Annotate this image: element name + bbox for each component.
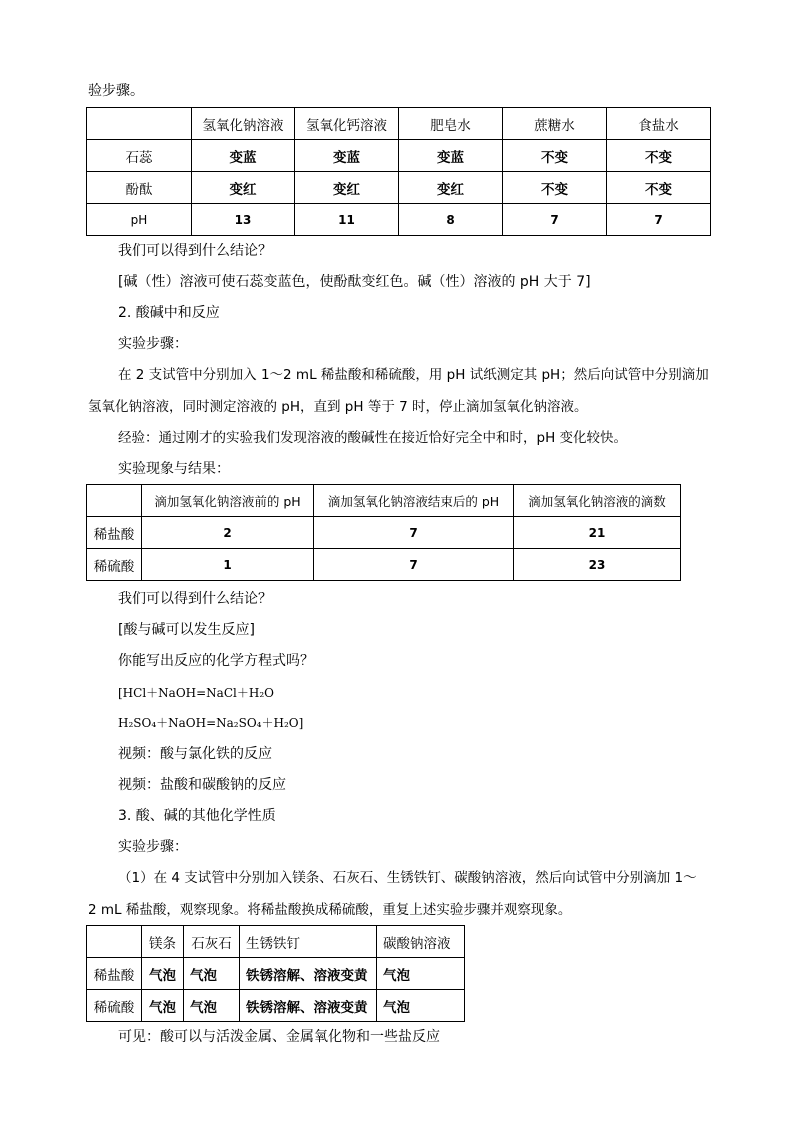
table-cell: 1: [142, 549, 314, 581]
paragraph: 实验现象与结果：: [118, 461, 230, 477]
table-header-cell: 生锈铁钉: [240, 926, 377, 958]
table-cell: 不变: [503, 140, 607, 172]
table-row: [87, 958, 465, 990]
row-label: 稀硫酸: [87, 990, 142, 1022]
table-cell: 铁锈溶解、溶液变黄: [240, 990, 377, 1022]
table-header-cell: 蔗糖水: [503, 108, 607, 140]
row-label: 稀盐酸: [87, 517, 142, 549]
table-cell: 不变: [607, 140, 711, 172]
table-header-cell: 滴加氢氧化钠溶液结束后的 pH: [314, 485, 514, 517]
row-label: 酚酞: [87, 172, 192, 204]
table-cell: 11: [295, 204, 399, 236]
table-cell: 铁锈溶解、溶液变黄: [240, 958, 377, 990]
paragraph: 在 2 支试管中分别加入 1～2 mL 稀盐酸和稀硫酸，用 pH 试纸测定其 pH；然后向试管中分别滴加: [118, 367, 709, 383]
table-row: [87, 140, 711, 172]
row-label: pH: [87, 204, 192, 236]
table-cell: 7: [503, 204, 607, 236]
paragraph: 实验步骤：: [118, 839, 188, 855]
table-cell: 23: [514, 549, 681, 581]
table-cell: 不变: [503, 172, 607, 204]
table-header-cell: 氢氧化钠溶液: [192, 108, 295, 140]
table-cell: 13: [192, 204, 295, 236]
table-cell: 变红: [192, 172, 295, 204]
table-cell: 气泡: [377, 958, 465, 990]
paragraph: 实验步骤：: [118, 336, 188, 352]
table-header-row: [87, 926, 465, 958]
row-label: 稀硫酸: [87, 549, 142, 581]
indicator-table: [86, 107, 711, 236]
intro-line: 验步骤。: [88, 83, 144, 99]
paragraph: 氢氧化钠溶液，同时测定溶液的 pH，直到 pH 等于 7 时，停止滴加氢氧化钠溶液。: [88, 399, 588, 415]
section-heading: 2. 酸碱中和反应: [118, 305, 220, 321]
table-cell: 变蓝: [399, 140, 503, 172]
table-header-cell: [87, 926, 142, 958]
table-cell: 7: [314, 549, 514, 581]
paragraph: 我们可以得到什么结论？: [118, 591, 272, 607]
table-cell: 气泡: [377, 990, 465, 1022]
paragraph: 你能写出反应的化学方程式吗？: [118, 653, 314, 669]
table-header-cell: 肥皂水: [399, 108, 503, 140]
paragraph: [碱（性）溶液可使石蕊变蓝色，使酚酞变红色。碱（性）溶液的 pH 大于 7]: [118, 274, 591, 290]
table-cell: 气泡: [184, 990, 240, 1022]
table-header-cell: [87, 485, 142, 517]
section-heading: 3. 酸、碱的其他化学性质: [118, 808, 276, 824]
table-header-row: [87, 485, 681, 517]
table-cell: 气泡: [142, 958, 184, 990]
table-cell: 21: [514, 517, 681, 549]
table-cell: 7: [607, 204, 711, 236]
table-cell: 变红: [295, 172, 399, 204]
table-header-cell: 滴加氢氧化钠溶液的滴数: [514, 485, 681, 517]
table-cell: 变蓝: [295, 140, 399, 172]
table-row: [87, 517, 681, 549]
table-cell: 气泡: [142, 990, 184, 1022]
row-label: 稀盐酸: [87, 958, 142, 990]
equation-h2so4: H₂SO₄＋NaOH=Na₂SO₄＋H₂O]: [118, 716, 304, 730]
table-cell: 气泡: [184, 958, 240, 990]
acid-reaction-table: [86, 925, 465, 1022]
table-cell: 8: [399, 204, 503, 236]
table-row: [87, 990, 465, 1022]
paragraph: 可见：酸可以与活泼金属、金属氧化物和一些盐反应: [118, 1029, 440, 1045]
table-cell: 2: [142, 517, 314, 549]
neutralization-table: [86, 484, 681, 581]
table-header-cell: 氢氧化钙溶液: [295, 108, 399, 140]
paragraph: [酸与碱可以发生反应]: [118, 622, 255, 638]
table-row: [87, 204, 711, 236]
table-header-cell: 滴加氢氧化钠溶液前的 pH: [142, 485, 314, 517]
equation-hcl: [HCl＋NaOH=NaCl＋H₂O: [118, 686, 274, 700]
table-header-row: [87, 108, 711, 140]
table-cell: 7: [314, 517, 514, 549]
row-label: 石蕊: [87, 140, 192, 172]
video-item: 视频：盐酸和碳酸钠的反应: [118, 777, 286, 793]
table-cell: 变蓝: [192, 140, 295, 172]
table-row: [87, 549, 681, 581]
table-row: [87, 172, 711, 204]
table-header-cell: 石灰石: [184, 926, 240, 958]
table-cell: 不变: [607, 172, 711, 204]
table-cell: 变红: [399, 172, 503, 204]
table-header-cell: 碳酸钠溶液: [377, 926, 465, 958]
video-item: 视频：酸与氯化铁的反应: [118, 746, 272, 762]
paragraph: 2 mL 稀盐酸，观察现象。将稀盐酸换成稀硫酸，重复上述实验步骤并观察现象。: [88, 902, 572, 918]
paragraph: （1）在 4 支试管中分别加入镁条、石灰石、生锈铁钉、碳酸钠溶液，然后向试管中分别滴加 1～: [118, 870, 697, 886]
table-header-cell: [87, 108, 192, 140]
paragraph: 我们可以得到什么结论？: [118, 243, 272, 259]
table-header-cell: 镁条: [142, 926, 184, 958]
table-header-cell: 食盐水: [607, 108, 711, 140]
paragraph: 经验：通过刚才的实验我们发现溶液的酸碱性在接近恰好完全中和时，pH 变化较快。: [118, 430, 628, 446]
